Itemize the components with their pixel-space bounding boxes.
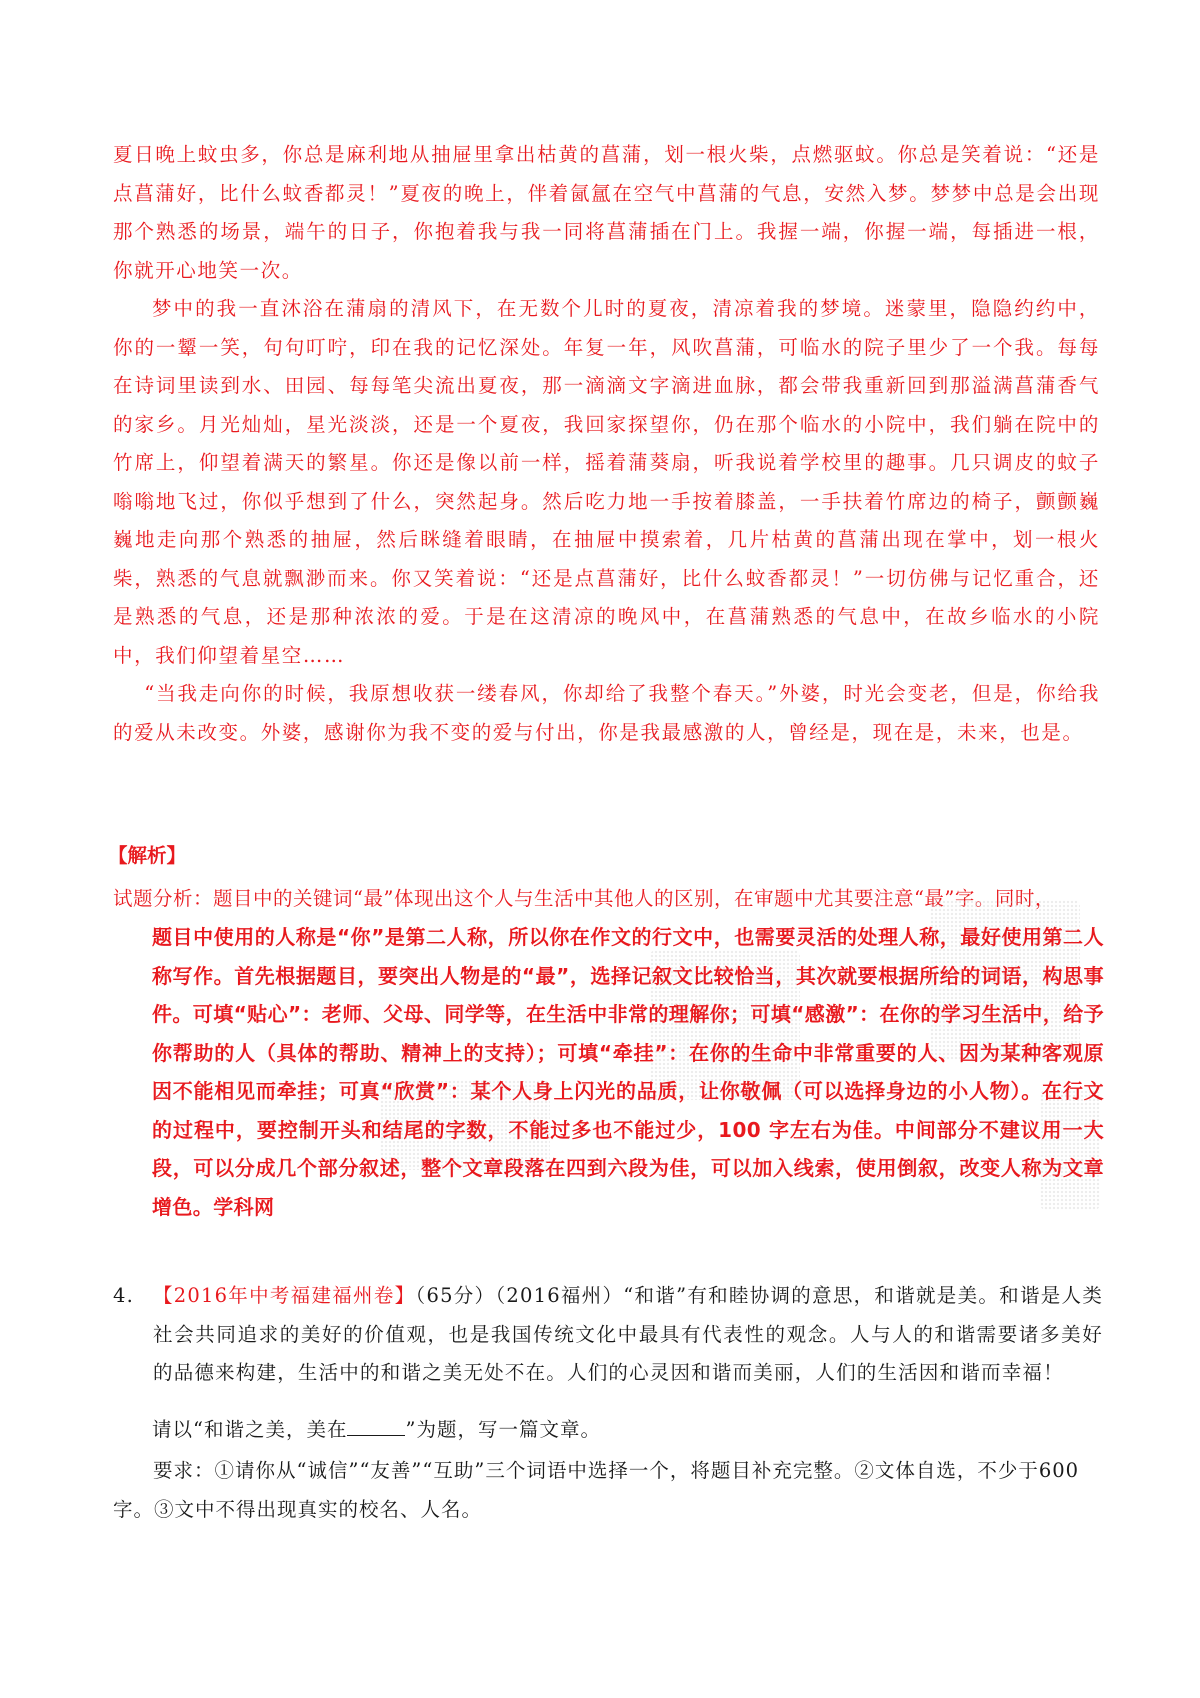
question-4-text (153, 1277, 1103, 1393)
question-number: 4. (113, 1284, 135, 1307)
essay-paragraph-1: 夏日晚上蚊虫多，你总是麻利地从抽屉里拿出枯黄的菖蒲，划一根火柴，点燃驱蚊。你总是笑着说：“还是点菖蒲好，比什么蚊香都灵！”夏夜的晚上，伴着氤氲在空气中菖蒲的气息，安然入梦。梦梦中总是会出现那个熟悉的场景，端午的日子，你抱着我与我一同将菖蒲插在门上。我握一端，你握一端，每插进一根，你就开心地笑一次。 (113, 143, 1100, 282)
essay-paragraph-2: 梦中的我一直沐浴在蒲扇的清风下，在无数个儿时的夏夜，清凉着我的梦境。迷蒙里，隐隐约约中，你的一颦一笑，句句叮咛，印在我的记忆深处。年复一年，风吹菖蒲，可临水的院子里少了一个我。每每在诗词里读到水、田园、每每笔尖流出夏夜，那一滴滴文字滴进血脉，都会带我重新回到那溢满菖蒲香气的家乡。月光灿灿，星光淡淡，还是一个夏夜，我回家探望你，仍在那个临水的小院中，我们躺在院中的竹席上，仰望着满天的繁星。你还是像以前一样，摇着蒲葵扇，听我说着学校里的趣事。几只调皮的蚊子嗡嗡地飞过，你似乎想到了什么，突然起身。然后吃力地一手按着膝盖，一手扶着竹席边的椅子，颤颤巍巍地走向那个熟悉的抽屉，然后眯缝着眼睛，在抽屉中摸索着，几片枯黄的菖蒲出现在掌中，划一根火柴，熟悉的气息就飘渺而来。你又笑着说：“还是点菖蒲好，比什么蚊香都灵！”一切仿佛与记忆重合，还是熟悉的气息，还是那种浓浓的爱。于是在这清凉的晚风中，在菖蒲熟悉的气息中，在故乡临水的小院中，我们仰望着星空…… (113, 297, 1100, 667)
analysis-heading: 【解析】 (108, 844, 187, 867)
question-4-body: （65分）（2016福州）“和谐”有和睦协调的意思，和谐就是美。和谐是人类社会共同追求的美好的价值观，也是我国传统文化中最具有代表性的观念。人与人的和谐需要诸多美好的品德来构建，生活中的和谐之美无处不在。人们的心灵因和谐而美丽，人们的生活因和谐而幸福！ (153, 1284, 1104, 1384)
source-bracket-open: 【 (153, 1284, 174, 1307)
essay-prompt (152, 1414, 601, 1442)
question-source: 2016年中考福建福州卷 (173, 1284, 395, 1307)
sample-essay (113, 136, 1100, 752)
prompt-before: 请以“和谐之美，美在 (152, 1418, 348, 1441)
essay-requirements: 要求：①请你从“诚信”“友善”“互助”三个词语中选择一个，将题目补充完整。②文体自选，不少于600字。③文中不得出现真实的校名、人名。 (113, 1459, 1080, 1521)
question-4 (113, 1277, 1103, 1393)
source-bracket-close: 】 (394, 1284, 416, 1307)
analysis-first-line: 试题分析：题目中的关键词“最”体现出这个人与生活中其他人的区别，在审题中尤其要注意“最”字。同时， (113, 887, 1055, 910)
essay-paragraph-3: “当我走向你的时候，我原想收获一缕春风，你却给了我整个春天。”外婆，时光会变老，但是，你给我的爱从未改变。外婆，感谢你为我不变的爱与付出，你是我最感激的人，曾经是，现在是，未来，也是。 (113, 682, 1100, 744)
prompt-after: ”为题，写一篇文章。 (405, 1418, 601, 1441)
title-blank (347, 1417, 405, 1436)
analysis-body: 题目中使用的人称是“你”是第二人称，所以你在作文的行文中，也需要灵活的处理人称，最好使用第二人称写作。首先根据题目，要突出人物是的“最”，选择记叙文比较恰当，其次就要根据所给的词语，构思事件。可填“贴心”：老师、父母、同学等，在生活中非常的理解你；可填“感激”：在你的学习生活中，给予你帮助的人（具体的帮助、精神上的支持）；可填“牵挂”：在你的生命中非常重要的人、因为某种客观原因不能相见而牵挂；可真“欣赏”：某个人身上闪光的品质，让你敬佩（可以选择身边的小人物）。在行文的过程中，要控制开头和结尾的字数，不能过多也不能过少，100 字左右为佳。中间部分不建议用一大段，可以分成几个部分叙述，整个文章段落在四到六段为佳，可以加入线索，使用倒叙，改变人称为文章增色。学科网 (152, 925, 1104, 1219)
